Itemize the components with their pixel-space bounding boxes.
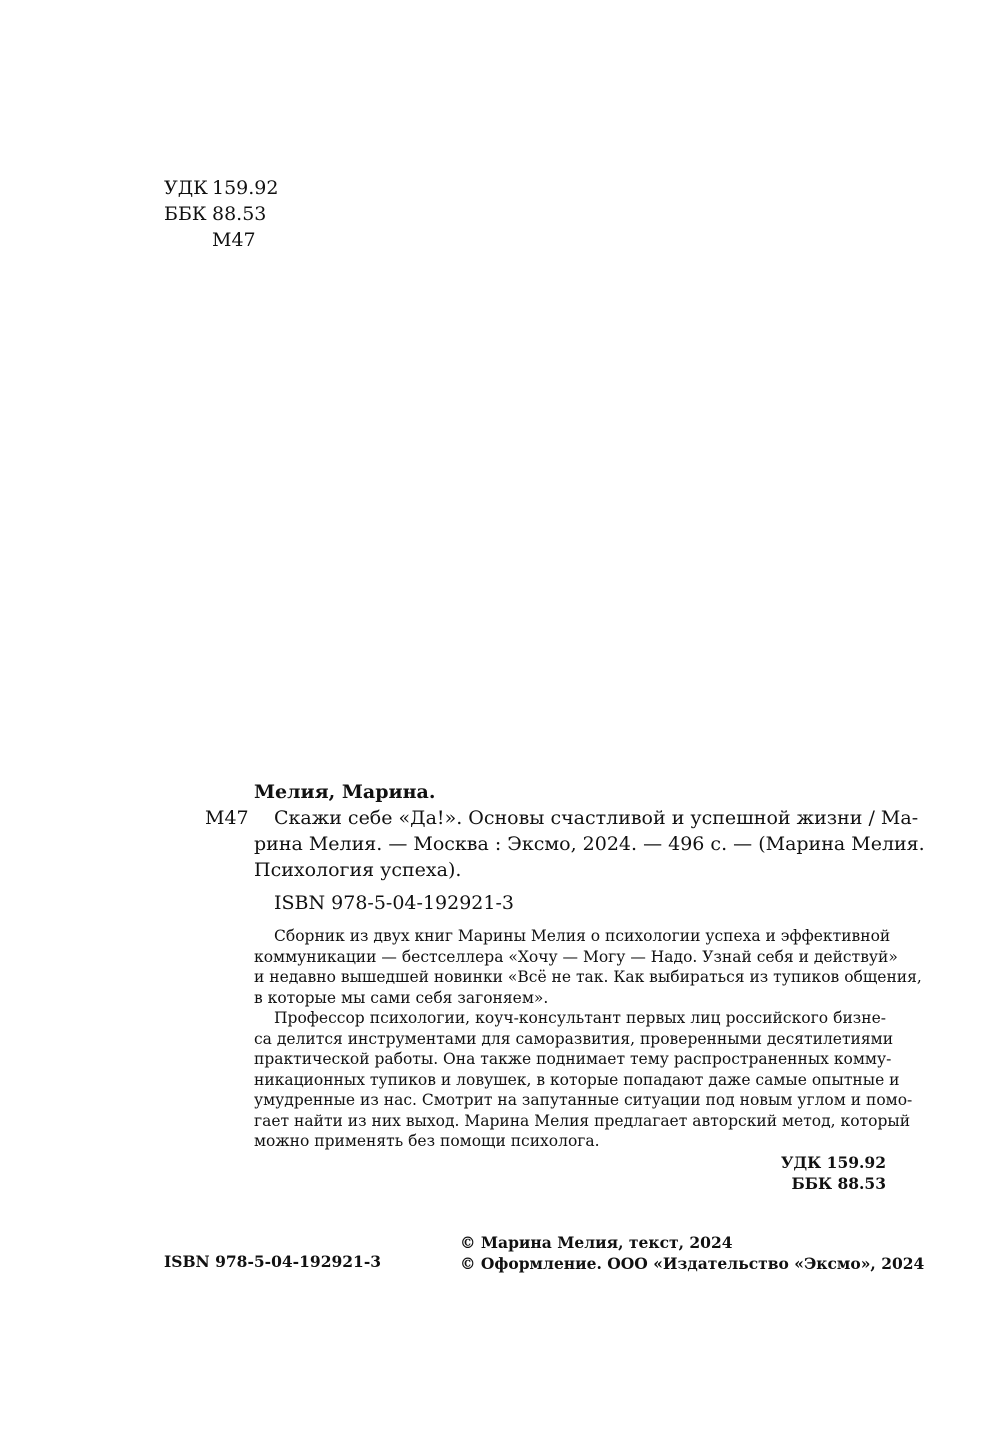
footer-isbn: ISBN 978-5-04-192921-3 [164,1252,382,1271]
annotation-line: и недавно вышедшей новинки «Всё не так. Как выбираться из тупиков общения, [254,968,922,986]
record-isbn: ISBN 978-5-04-192921-3 [274,892,514,914]
copyright-line: © Марина Мелия, текст, 2024 [460,1233,733,1252]
annotation-line: можно применять без помощи психолога. [254,1132,600,1150]
bbk-row [164,201,278,227]
annotation-line: гает найти из них выход. Марина Мелия предлагает авторский метод, который [254,1111,911,1130]
annotation-line: Профессор психологии, коуч-консультант первых лиц российского бизне- [274,1009,886,1027]
record-code: М47 [205,807,249,829]
annotation-line: са делится инструментами для саморазвития, проверенными десятилетиями [254,1029,894,1048]
annotation-line: коммуникации — бестселлера «Хочу — Могу — Надо. Узнай себя и действуй» [254,947,898,966]
annotation-line: практической работы. Она также поднимает тему распространенных комму- [254,1050,892,1068]
annotation-line: умудренные из нас. Смотрит на запутанные ситуации под новым углом и помо- [254,1091,913,1109]
bbk-label: ББК [164,203,207,225]
udk-value: 159.92 [212,177,279,199]
classification-bottom [690,1153,886,1194]
author-code-row [164,227,278,253]
bbk-bottom: ББК 88.53 [791,1173,886,1193]
udk-label: УДК [164,177,208,199]
record-author: Мелия, Марина. [254,781,436,803]
udk-bottom: УДК 159.92 [780,1153,886,1172]
author-code: М47 [212,229,256,251]
classification-block [164,175,278,253]
bbk-value: 88.53 [212,203,267,225]
title-line: Психология успеха). [254,859,462,881]
annotation-line: Сборник из двух книг Марины Мелия о психологии успеха и эффективной [274,927,891,945]
title-line: Скажи себе «Да!». Основы счастливой и успешной жизни / Ма- [274,807,919,829]
copyright-line: © Оформление. ООО «Издательство «Эксмо», 2024 [460,1253,925,1273]
copyright-block [460,1233,924,1274]
title-line: рина Мелия. — Москва : Эксмо, 2024. — 496 с. — (Марина Мелия. [254,833,925,855]
udk-row [164,175,278,201]
annotation-line: никационных тупиков и ловушек, в которые попадают даже самые опытные и [254,1070,900,1089]
annotation-line: в которые мы сами себя загоняем». [254,988,549,1007]
annotation [254,926,922,1152]
record-title [254,805,925,883]
